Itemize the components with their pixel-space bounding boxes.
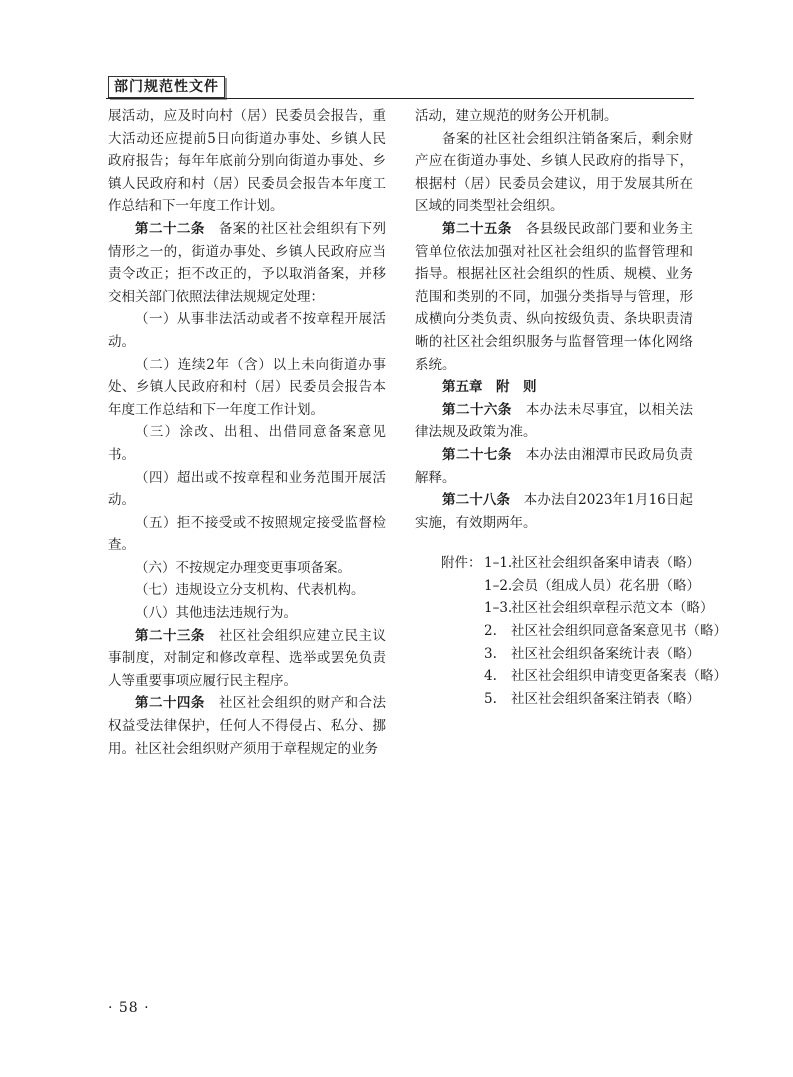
paragraph	[108, 105, 386, 218]
paragraph-text: 本办法自2023年1月16日起实施，有效期两年。	[415, 492, 694, 531]
paragraph-text: （三）涂改、出租、出借同意备案意见书。	[108, 424, 386, 463]
attachment-number: 1–1.	[484, 555, 513, 572]
paragraph-text: （一）从事非法活动或者不按章程开展活动。	[108, 311, 386, 350]
paragraph-text: 备案的社区社会组织注销备案后，剩余财产应在街道办事处、乡镇人民政府的指导下，根据村（居）民委员会建议，用于发展其所在区域的同类型社会组织。	[415, 130, 693, 215]
article-number: 第二十四条	[135, 695, 205, 712]
paragraph	[108, 692, 386, 760]
attachment-title: 社区社会组织备案统计表（略）	[511, 645, 700, 662]
attachment-title: 社区社会组织章程示范文本（略）	[511, 600, 714, 617]
paragraph	[108, 308, 386, 353]
paragraph	[415, 444, 693, 489]
paragraph	[108, 557, 386, 580]
attachment-number: 1–3.	[484, 600, 513, 617]
attachment-label	[415, 597, 484, 620]
attachment-item	[415, 643, 700, 666]
article-number: 第二十七条	[442, 446, 512, 463]
attachments-list	[415, 552, 727, 710]
header-rule	[106, 98, 694, 99]
paragraph-text: （七）违规设立分支机构、代表机构。	[135, 582, 365, 599]
paragraph	[108, 467, 386, 512]
article-number: 第二十二条	[135, 220, 205, 237]
paragraph-text: 社区社会组织的财产和合法权益受法律保护，任何人不得侵占、私分、挪用。社区社会组织财产须用于章程规定的业务	[108, 695, 387, 757]
attachment-number: 1–2.	[484, 577, 513, 594]
attachment-label	[415, 688, 484, 711]
attachment-title: 会员（组成人员）花名册（略）	[511, 577, 700, 594]
chapter-title: 第五章 附 则	[442, 379, 537, 396]
paragraph	[108, 602, 386, 625]
paragraph	[415, 105, 693, 128]
paragraph	[108, 421, 386, 466]
right-column	[415, 105, 727, 710]
page-number: · 58 ·	[108, 1000, 150, 1016]
paragraph	[415, 218, 693, 376]
attachment-number: 2.	[484, 623, 497, 640]
left-column	[108, 105, 386, 760]
paragraph-text: 各县级民政部门要和业务主管单位依法加强对社区社会组织的监督管理和指导。根据社区社会组织的性质、规模、业务范围和类别的不同，加强分类指导与管理，形成横向分类负责、纵向按级负责、条块职责清晰的社区社会组织服务与监督管理一体化网络系统。	[415, 220, 694, 373]
attachment-item	[415, 575, 700, 598]
attachment-item	[415, 688, 700, 711]
attachment-item	[415, 597, 714, 620]
paragraph	[108, 354, 386, 422]
attachment-item	[415, 665, 727, 688]
paragraph	[415, 489, 693, 534]
attachment-item	[415, 552, 700, 575]
paragraph	[108, 579, 386, 602]
article-number: 第二十三条	[135, 627, 205, 644]
paragraph-text: 活动，建立规范的财务公开机制。	[415, 108, 618, 124]
attachment-label: 附件：	[441, 555, 482, 572]
paragraph-text: （五）拒不接受或不按照规定接受监督检查。	[108, 514, 386, 554]
section-header-label: 部门规范性文件	[108, 76, 225, 98]
attachment-label	[415, 620, 484, 643]
attachment-title: 社区社会组织备案注销表（略）	[511, 690, 700, 707]
paragraph-text: 备案的社区社会组织有下列情形之一的，街道办事处、乡镇人民政府应当责令改正；拒不改正的，予以取消备案，并移交相关部门依照法律法规规定处理：	[108, 220, 387, 305]
attachment-title: 社区社会组织申请变更备案表（略）	[511, 668, 727, 685]
paragraph	[415, 128, 693, 218]
attachment-item	[415, 620, 727, 643]
paragraph	[108, 625, 386, 693]
paragraph-text: （八）其他违法违规行为。	[135, 605, 297, 622]
paragraph-text: （二）连续2年（含）以上未向街道办事处、乡镇人民政府和村（居）民委员会报告本年度工作总结和下一年度工作计划。	[108, 356, 386, 418]
paragraph	[108, 512, 386, 557]
paragraph-text: （四）超出或不按章程和业务范围开展活动。	[108, 469, 386, 509]
attachment-label	[415, 665, 484, 688]
attachment-number: 5.	[484, 690, 497, 707]
attachment-title: 社区社会组织备案申请表（略）	[511, 555, 700, 572]
article-number: 第二十五条	[442, 220, 512, 237]
article-number: 第二十八条	[442, 492, 511, 509]
attachment-title: 社区社会组织同意备案意见书（略）	[511, 623, 727, 640]
attachment-label	[415, 643, 484, 666]
attachment-number: 3.	[484, 645, 497, 662]
attachment-label	[415, 575, 484, 598]
paragraph	[108, 218, 386, 308]
paragraph-text: 本办法由湘潭市民政局负责解释。	[415, 446, 694, 486]
paragraph	[415, 399, 693, 444]
attachment-number: 4.	[484, 668, 497, 685]
paragraph-text: 社区社会组织应建立民主议事制度，对制定和修改章程、选举或罢免负责人等重要事项应履行民主程序。	[108, 627, 387, 689]
paragraph-text: 本办法未尽事宜，以相关法律法规及政策为准。	[415, 401, 694, 441]
paragraph-text: （六）不按规定办理变更事项备案。	[135, 559, 351, 576]
paragraph-text: 展活动，应及时向村（居）民委员会报告，重大活动还应提前5日向街道办事处、乡镇人民政府报告；每年年底前分别向街道办事处、乡镇人民政府和村（居）民委员会报告本年度工作总结和下一年度工作计划。	[108, 108, 386, 215]
article-number: 第二十六条	[442, 401, 512, 418]
